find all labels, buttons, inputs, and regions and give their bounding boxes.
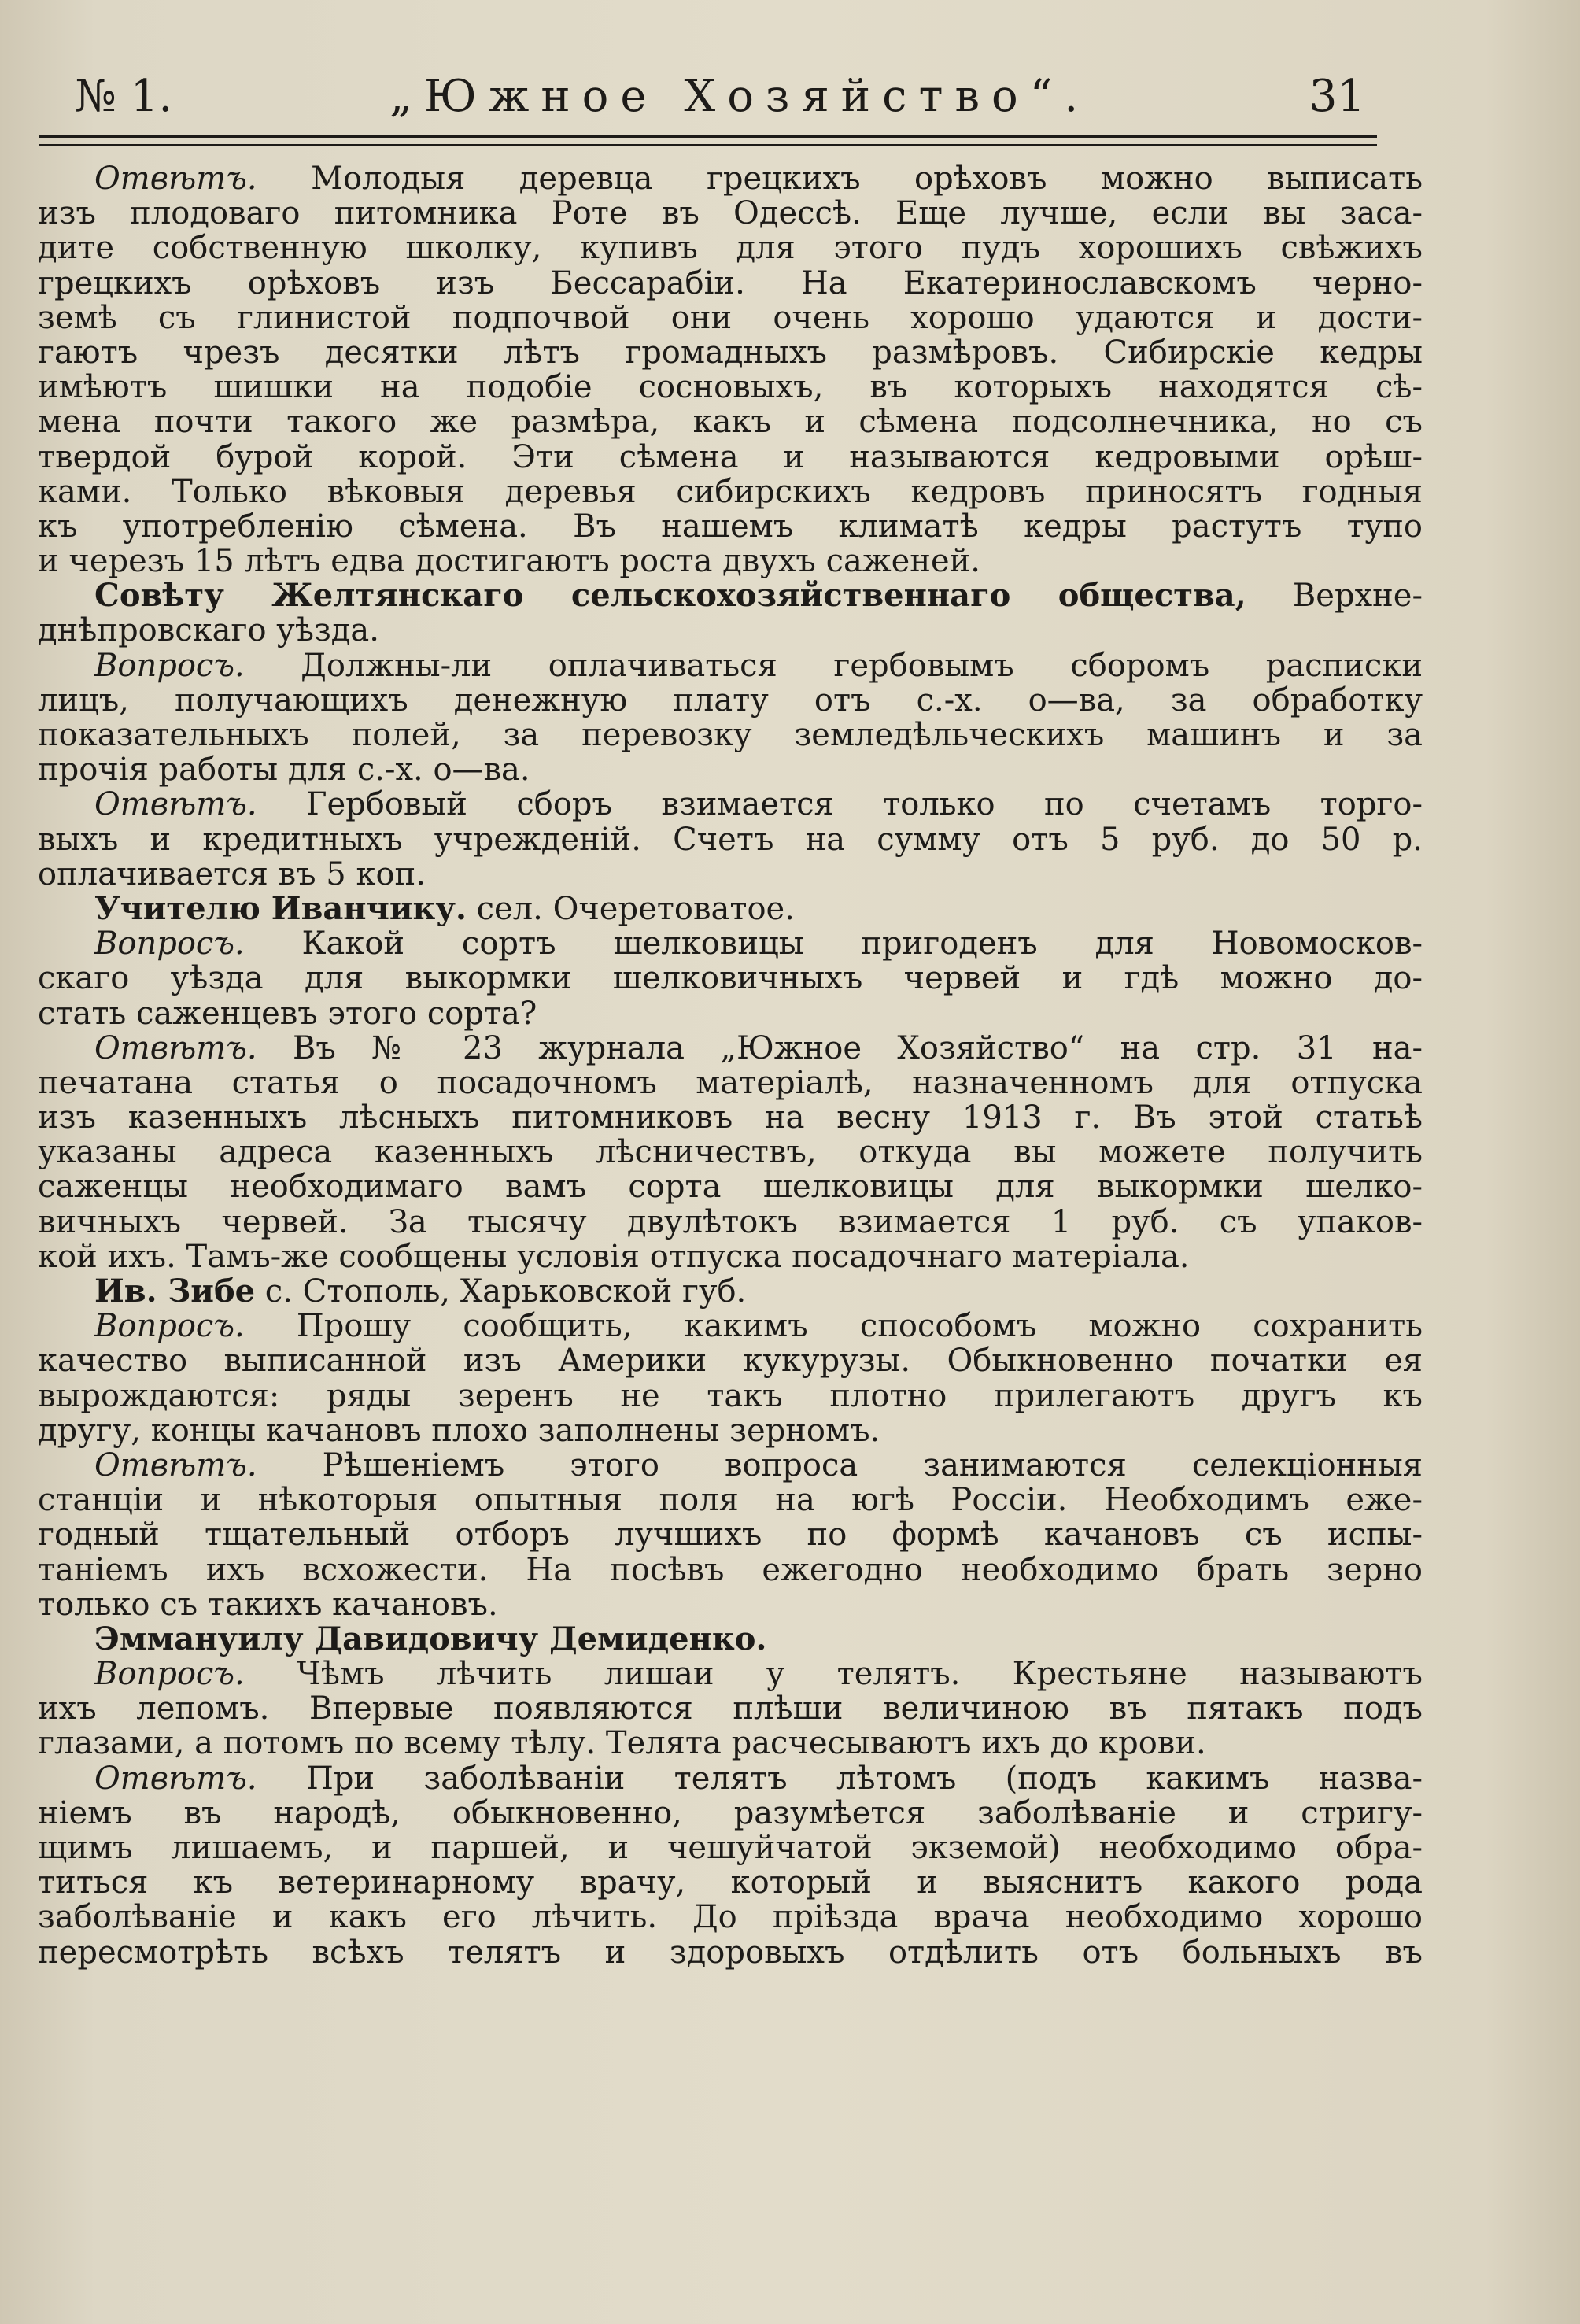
addressee-name: Учителю Иванчику. bbox=[94, 891, 467, 927]
text-line bbox=[38, 440, 1423, 475]
text-line bbox=[38, 1796, 1423, 1831]
text-line bbox=[38, 335, 1423, 370]
line-text: имѣютъ шишки на подобіе сосновыхъ, въ которыхъ находятся сѣ- bbox=[38, 370, 1423, 405]
text-line bbox=[38, 544, 1423, 578]
header-rule-top bbox=[39, 135, 1377, 138]
line-text: При заболѣваніи телятъ лѣтомъ (подъ какимъ назва- bbox=[257, 1761, 1423, 1796]
qa-label: Вопросъ. bbox=[94, 1309, 245, 1344]
line-text: Молодыя деревца грецкихъ орѣховъ можно выписать bbox=[257, 161, 1423, 197]
line-text: вырождаются: ряды зеренъ не такъ плотно прилегаютъ другъ къ bbox=[38, 1378, 1423, 1413]
text-line bbox=[38, 509, 1423, 544]
qa-label: Вопросъ. bbox=[94, 926, 245, 962]
text-line bbox=[38, 961, 1423, 996]
line-text: прочія работы для с.-х. о—ва. bbox=[38, 752, 530, 788]
header-rule-bottom bbox=[39, 144, 1377, 146]
line-text: титься къ ветеринарному врачу, который и выяснитъ какого рода bbox=[38, 1865, 1423, 1901]
text-line bbox=[38, 683, 1423, 718]
addressee-name: Ив. Зибе bbox=[94, 1274, 256, 1310]
text-line bbox=[38, 1309, 1423, 1343]
line-text: глазами, а потомъ по всему тѣлу. Телята расчесываютъ ихъ до крови. bbox=[38, 1726, 1206, 1761]
text-line bbox=[38, 1553, 1423, 1587]
line-text: с. Стополь, Харьковской губ. bbox=[255, 1274, 747, 1310]
line-text: скаго уѣзда для выкормки шелковичныхъ червей и гдѣ можно до- bbox=[38, 961, 1423, 996]
text-line bbox=[38, 1865, 1423, 1900]
line-text: кой ихъ. Тамъ-же сообщены условія отпуска посадочнаго матеріала. bbox=[38, 1239, 1190, 1274]
text-line bbox=[38, 1413, 1423, 1448]
qa-label: Вопросъ. bbox=[94, 648, 245, 683]
line-text: вичныхъ червей. За тысячу двулѣтокъ взимается 1 руб. съ упаков- bbox=[38, 1204, 1423, 1240]
line-text: Прошу сообщить, какимъ способомъ можно сохранить bbox=[244, 1309, 1423, 1344]
line-text: стать саженцевъ этого сорта? bbox=[38, 996, 537, 1031]
text-line bbox=[38, 892, 1423, 926]
line-text: пересмотрѣть всѣхъ телятъ и здоровыхъ отдѣлить отъ больныхъ въ bbox=[38, 1934, 1423, 1970]
text-line bbox=[38, 613, 1423, 648]
text-line bbox=[38, 1622, 1423, 1657]
line-text: годный тщательный отборъ лучшихъ по формѣ качановъ съ испы- bbox=[38, 1517, 1423, 1553]
line-text: мена почти такого же размѣра, какъ и сѣмена подсолнечника, но съ bbox=[38, 405, 1423, 440]
text-line bbox=[38, 1379, 1423, 1413]
text-line bbox=[38, 857, 1423, 892]
text-line bbox=[38, 1587, 1423, 1622]
line-text: и черезъ 15 лѣтъ едва достигаютъ роста двухъ саженей. bbox=[38, 544, 981, 579]
text-line bbox=[38, 718, 1423, 752]
text-line bbox=[38, 1517, 1423, 1552]
text-line bbox=[38, 231, 1423, 265]
text-line bbox=[38, 405, 1423, 439]
line-text: гаютъ чрезъ десятки лѣтъ громадныхъ размѣровъ. Сибирскіе кедры bbox=[38, 334, 1423, 371]
line-text: Верхне- bbox=[1246, 578, 1423, 614]
text-line bbox=[38, 752, 1423, 787]
line-text: лицъ, получающихъ денежную плату отъ с.-х. о—ва, за обработку bbox=[38, 682, 1423, 718]
line-text: ихъ лепомъ. Впервые появляются плѣши величиною въ пятакъ подъ bbox=[38, 1691, 1423, 1727]
text-line bbox=[38, 1831, 1423, 1865]
text-line bbox=[38, 196, 1423, 231]
text-line bbox=[38, 1066, 1423, 1100]
line-text: выхъ и кредитныхъ учрежденій. Счетъ на сумму отъ 5 руб. до 50 р. bbox=[38, 822, 1423, 857]
line-text: Гербовый сборъ взимается только по счетамъ торго- bbox=[257, 787, 1423, 822]
text-line bbox=[38, 1900, 1423, 1934]
text-line bbox=[38, 787, 1423, 822]
line-text: Должны-ли оплачиваться гербовымъ сборомъ расписки bbox=[244, 648, 1423, 683]
line-text: Въ № 23 журнала „Южное Хозяйство“ на стр. 31 на- bbox=[257, 1030, 1423, 1066]
line-text: твердой бурой корой. Эти сѣмена и называются кедровыми орѣш- bbox=[38, 439, 1423, 475]
issue-number: № 1. bbox=[75, 71, 173, 122]
qa-label: Отвѣтъ. bbox=[94, 1030, 257, 1066]
line-text: только съ такихъ качановъ. bbox=[38, 1587, 498, 1622]
line-text: Чѣмъ лѣчить лишаи у телятъ. Крестьяне называютъ bbox=[244, 1657, 1423, 1692]
qa-label: Вопросъ. bbox=[94, 1657, 245, 1692]
text-line bbox=[38, 301, 1423, 335]
line-text: земѣ съ глинистой подпочвой они очень хорошо удаются и дости- bbox=[38, 300, 1423, 335]
text-line bbox=[38, 1100, 1423, 1135]
journal-title: „Южное Хозяйство“. bbox=[389, 71, 1091, 122]
text-line bbox=[38, 1343, 1423, 1378]
text-line bbox=[38, 822, 1423, 857]
text-line bbox=[38, 1726, 1423, 1761]
line-text: щимъ лишаемъ, и паршей, и чешуйчатой экземой) необходимо обра- bbox=[38, 1831, 1423, 1866]
text-line bbox=[38, 1448, 1423, 1483]
line-text: показательныхъ полей, за перевозку земледѣльческихъ машинъ и за bbox=[38, 718, 1423, 753]
text-line bbox=[38, 161, 1423, 196]
qa-label: Отвѣтъ. bbox=[94, 787, 257, 822]
line-text: Рѣшеніемъ этого вопроса занимаются селекціонныя bbox=[257, 1447, 1423, 1483]
line-text: къ употребленію сѣмена. Въ нашемъ климатѣ кедры растутъ тупо bbox=[38, 508, 1423, 545]
text-line bbox=[38, 266, 1423, 301]
line-text: саженцы необходимаго вамъ сорта шелковицы для выкормки шелко- bbox=[38, 1169, 1423, 1205]
page-header bbox=[75, 69, 1365, 124]
text-line bbox=[38, 1935, 1423, 1970]
line-text: качество выписанной изъ Америки кукурузы. Обыкновенно початки ея bbox=[38, 1343, 1423, 1379]
text-line bbox=[38, 1657, 1423, 1691]
qa-label: Отвѣтъ. bbox=[94, 1447, 257, 1483]
line-text: днѣпровскаго уѣзда. bbox=[38, 613, 379, 648]
text-line bbox=[38, 648, 1423, 683]
page-number: 31 bbox=[1309, 71, 1365, 122]
addressee-name: Совѣту Желтянскаго сельскохозяйственнаго общества, bbox=[94, 578, 1246, 614]
qa-label: Отвѣтъ. bbox=[94, 161, 257, 197]
text-line bbox=[38, 1169, 1423, 1204]
line-text: станціи и нѣкоторыя опытныя поля на югѣ Россіи. Необходимъ еже- bbox=[38, 1483, 1423, 1518]
text-line bbox=[38, 370, 1423, 405]
line-text: дите собственную школку, купивъ для этого пудъ хорошихъ свѣжихъ bbox=[38, 231, 1423, 266]
text-line bbox=[38, 1031, 1423, 1066]
text-line bbox=[38, 1691, 1423, 1726]
line-text: другу, концы качановъ плохо заполнены зерномъ. bbox=[38, 1413, 880, 1448]
text-line bbox=[38, 1483, 1423, 1517]
line-text: грецкихъ орѣховъ изъ Бессарабіи. На Екатеринославскомъ черно- bbox=[38, 265, 1423, 301]
article-body bbox=[38, 161, 1423, 1970]
line-text: изъ плодоваго питомника Роте въ Одессѣ. Еще лучше, если вы заса- bbox=[38, 196, 1423, 231]
qa-label: Отвѣтъ. bbox=[94, 1761, 257, 1796]
line-text: сел. Очеретоватое. bbox=[466, 891, 795, 927]
line-text: таніемъ ихъ всхожести. На посѣвъ ежегодно необходимо брать зерно bbox=[38, 1552, 1423, 1587]
line-text: печатана статья о посадочномъ матеріалѣ, назначенномъ для отпуска bbox=[38, 1065, 1423, 1101]
text-line bbox=[38, 1135, 1423, 1169]
text-line bbox=[38, 1274, 1423, 1309]
text-line bbox=[38, 1761, 1423, 1796]
line-text: ками. Только вѣковыя деревья сибирскихъ кедровъ приносятъ годныя bbox=[38, 474, 1423, 509]
line-text: Какой сортъ шелковицы пригоденъ для Новомосков- bbox=[244, 926, 1423, 962]
text-line bbox=[38, 1240, 1423, 1274]
line-text: заболѣваніе и какъ его лѣчить. До пріѣзда врача необходимо хорошо bbox=[38, 1900, 1423, 1935]
addressee-name: Эммануилу Давидовичу Демиденко. bbox=[94, 1621, 767, 1657]
text-line bbox=[38, 475, 1423, 509]
text-line bbox=[38, 996, 1423, 1031]
text-line bbox=[38, 926, 1423, 961]
line-text: оплачивается въ 5 коп. bbox=[38, 856, 426, 892]
text-line bbox=[38, 578, 1423, 613]
line-text: ніемъ въ народѣ, обыкновенно, разумѣется заболѣваніе и стригу- bbox=[38, 1795, 1423, 1831]
line-text: указаны адреса казенныхъ лѣсничествъ, откуда вы можете получить bbox=[38, 1135, 1423, 1170]
line-text: изъ казенныхъ лѣсныхъ питомниковъ на весну 1913 г. Въ этой статьѣ bbox=[38, 1100, 1423, 1136]
text-line bbox=[38, 1205, 1423, 1240]
